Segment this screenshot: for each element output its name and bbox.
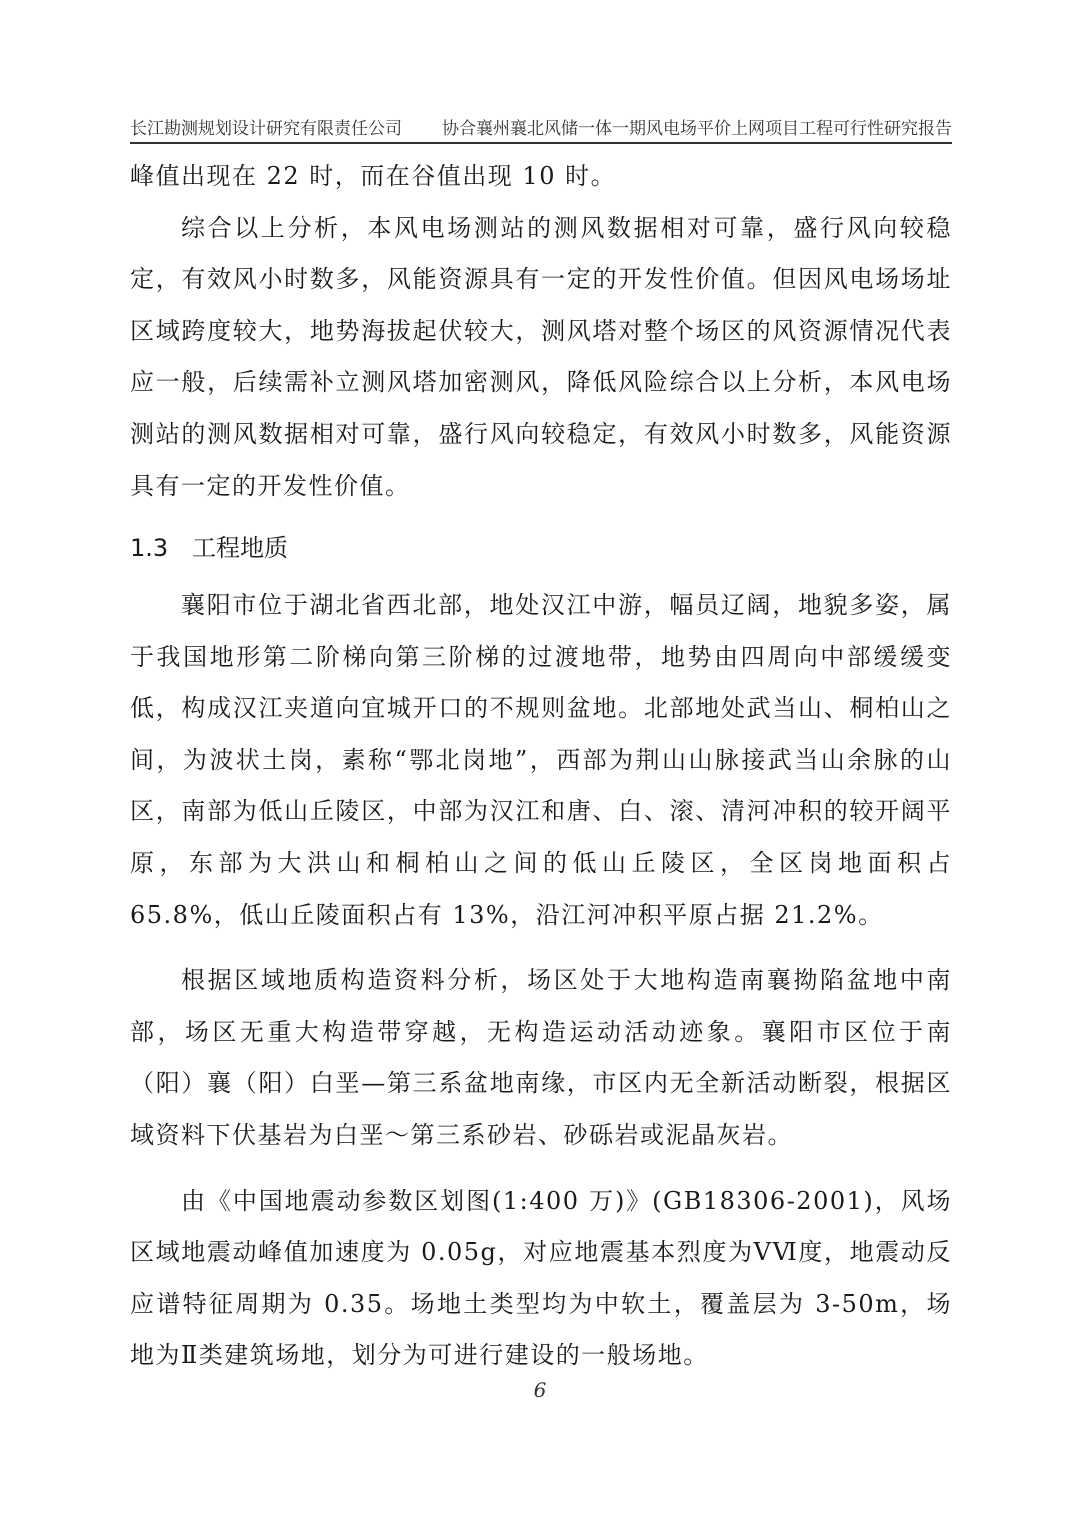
body-block-wind-summary (130, 151, 952, 512)
page-number: 6 (533, 1378, 547, 1402)
paragraph-seismic-parameters: 由《中国地震动参数区划图(1:400 万)》(GB18306-2001)，风场区域地震动峰值加速度为 0.05g，对应地震基本烈度为ⅤⅥ度，地震动反应谱特征周期为 0.35。场地土类型均为中软土，覆盖层为 3-50m，场地为Ⅱ类建筑场地，划分为可进行建设的一般场地。 (130, 1186, 952, 1370)
paragraph-geologic-structure: 根据区域地质构造资料分析，场区处于大地构造南襄拗陷盆地中南部，场区无重大构造带穿越，无构造运动活动迹象。襄阳市区位于南（阳）襄（阳）白垩—第三系盆地南缘，市区内无全新活动断裂，根据区域资料下伏基岩为白垩～第三系砂岩、砂砾岩或泥晶灰岩。 (130, 966, 952, 1149)
section-number: 1.3 (130, 534, 169, 562)
paragraph-wind-analysis: 综合以上分析，本风电场测站的测风数据相对可靠，盛行风向较稳定，有效风小时数多，风能资源具有一定的开发性价值。但因风电场场址区域跨度较大，地势海拔起伏较大，测风塔对整个场区的风资源情况代表应一般，后续需补立测风塔加密测风，降低风险综合以上分析，本风电场测站的测风数据相对可靠，盛行风向较稳定，有效风小时数多，风能资源具有一定的开发性价值。 (130, 213, 952, 500)
section-heading (130, 528, 288, 568)
body-block-geology (130, 580, 952, 1382)
page-header (130, 112, 952, 144)
section-title: 工程地质 (192, 534, 288, 562)
header-company: 长江勘测规划设计研究有限责任公司 (130, 119, 402, 139)
header-report-title: 协合襄州襄北风储一体一期风电场平价上网项目工程可行性研究报告 (442, 119, 952, 139)
paragraph-xiangyang-terrain: 襄阳市位于湖北省西北部，地处汉江中游，幅员辽阔，地貌多姿，属于我国地形第二阶梯向第三阶梯的过渡地带，地势由四周向中部缓缓变低，构成汉江夹道向宜城开口的不规则盆地。北部地处武当山、桐柏山之间，为波状土岗，素称“鄂北岗地”，西部为荆山山脉接武当山余脉的山区，南部为低山丘陵区，中部为汉江和唐、白、滚、清河冲积的较开阔平原，东部为大洪山和桐柏山之间的低山丘陵区，全区岗地面积占 65.8%，低山丘陵面积占有 13%，沿江河冲积平原占据 21.2%。 (130, 591, 952, 929)
paragraph-peak-valley: 峰值出现在 22 时，而在谷值出现 10 时。 (130, 162, 617, 190)
